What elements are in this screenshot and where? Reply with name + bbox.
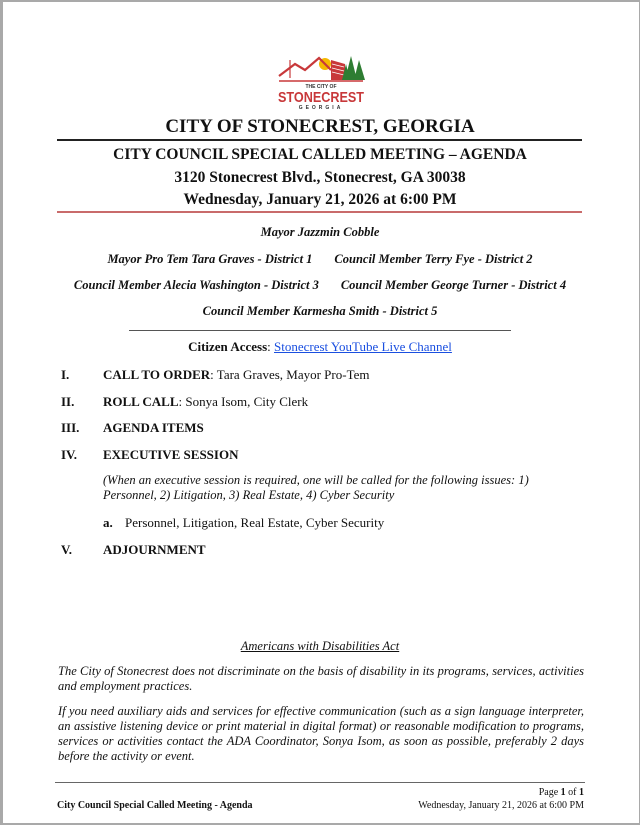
agenda-item-title: AGENDA ITEMS: [103, 420, 204, 435]
agenda-item-number: III.: [61, 420, 80, 435]
logo-name: STONECREST: [278, 89, 364, 106]
page-title: CITY OF STONECREST, GEORGIA: [165, 116, 475, 137]
agenda-item-title: ROLL CALL: [103, 394, 179, 409]
logo-state: GEORGIA: [298, 105, 344, 111]
ada-title: Americans with Disabilities Act: [240, 639, 400, 653]
trees-icon: [342, 56, 365, 80]
youtube-channel-link[interactable]: Stonecrest YouTube Live Channel: [274, 339, 452, 354]
footer-divider: [55, 782, 585, 783]
executive-session-note: (When an executive session is required, one will be called for the following issues: 1) Personnel, 2) Litigation, 3) Real Estate, 4) Cyber Security: [103, 473, 529, 502]
title-divider: [57, 139, 582, 141]
agenda-item-title: EXECUTIVE SESSION: [103, 447, 239, 462]
citizen-access-label: Citizen Access: [188, 339, 268, 354]
council-divider: [129, 330, 511, 331]
sub-item-text: Personnel, Litigation, Real Estate, Cyber Security: [125, 515, 385, 530]
agenda-item-number: V.: [61, 542, 72, 557]
page-number: Page 1 of 1: [538, 787, 584, 798]
logo-top-text: THE CITY OF: [305, 84, 337, 90]
agenda-item-number: I.: [61, 367, 70, 382]
citizen-access: Citizen Access: Stonecrest YouTube Live Channel: [188, 339, 452, 354]
agenda-item-number: II.: [61, 394, 75, 409]
ada-paragraph: If you need auxiliary aids and services for effective communication (such as a sign language interpreter, an assistive listening device or print material in digital format) or reasonable modification to programs, services or activities contact the ADA Coordinator, Sonya Isom, as soon as possible, preferably 2 days before the activity or event.: [58, 704, 584, 763]
agenda-item-number: IV.: [61, 447, 78, 462]
footer-date: Wednesday, January 21, 2026 at 6:00 PM: [418, 800, 584, 811]
footer-right: [418, 786, 584, 812]
council-member: Council Member Alecia Washington - District 3: [73, 278, 319, 292]
council-member: Mayor Pro Tem Tara Graves - District 1: [107, 252, 313, 266]
agenda-item-detail: : Sonya Isom, City Clerk: [178, 394, 309, 409]
footer-title: City Council Special Called Meeting - Agenda: [57, 800, 253, 811]
executive-sub-item: [103, 515, 384, 531]
agenda-item-detail: : Tara Graves, Mayor Pro-Tem: [210, 367, 370, 382]
mayor-name: Mayor Jazzmin Cobble: [260, 225, 380, 239]
agenda-item-title: ADJOURNMENT: [103, 542, 206, 557]
header-divider: [57, 211, 582, 213]
council-row-2: [0, 278, 640, 293]
meeting-title: CITY COUNCIL SPECIAL CALLED MEETING – AGENDA: [113, 146, 527, 163]
council-member: Council Member Karmesha Smith - District 5: [202, 304, 438, 318]
council-member: Council Member Terry Fye - District 2: [334, 252, 533, 266]
ada-paragraph: The City of Stonecrest does not discriminate on the basis of disability in its programs, services, activities and employment practices.: [58, 664, 584, 693]
council-row-1: [0, 252, 640, 267]
sub-item-label: a.: [103, 515, 113, 530]
meeting-address: 3120 Stonecrest Blvd., Stonecrest, GA 30038: [174, 169, 466, 186]
agenda-item-title: CALL TO ORDER: [103, 367, 211, 382]
city-logo: [275, 50, 367, 110]
meeting-datetime: Wednesday, January 21, 2026 at 6:00 PM: [183, 191, 457, 208]
council-member: Council Member George Turner - District 4: [340, 278, 567, 292]
